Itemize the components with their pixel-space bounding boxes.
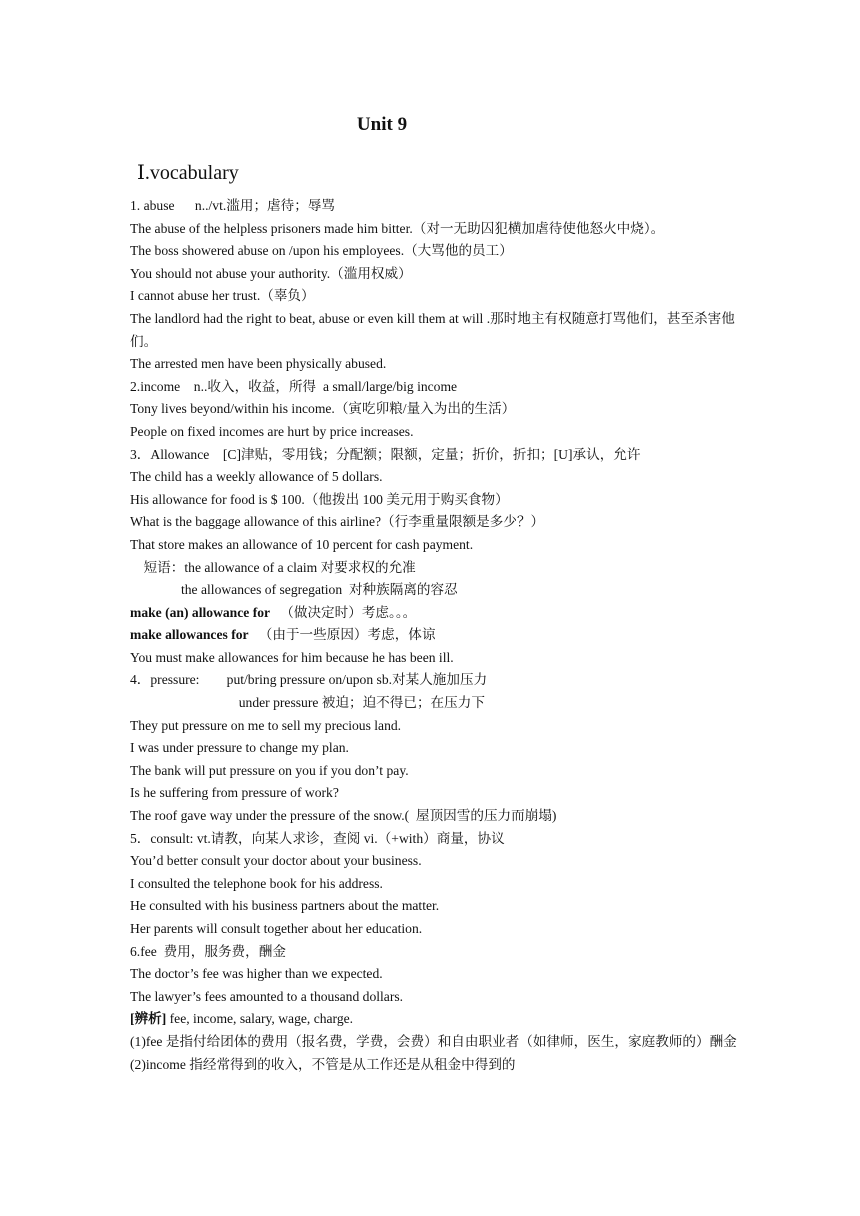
text-line: The doctor’s fee was higher than we expected.: [130, 966, 383, 982]
text-line: People on fixed incomes are hurt by price increases.: [130, 423, 414, 439]
text-line: (2)income 指经常得到的收入，不管是从工作还是从租金中得到的: [130, 1056, 516, 1072]
text-line: The boss showered abuse on /upon his employees.（大骂他的员工）: [130, 243, 513, 259]
text-line: The bank will put pressure on you if you don’t pay.: [130, 762, 409, 778]
text-line: He consulted with his business partners about the matter.: [130, 898, 440, 914]
text-line: They put pressure on me to sell my precious land.: [130, 717, 402, 733]
document-body: [130, 195, 740, 1076]
text-line: 6.fee 费用，服务费，酬金: [130, 943, 286, 959]
bold-label: [辨析]: [130, 1011, 167, 1027]
text-line: Her parents will consult together about her education.: [130, 921, 423, 936]
text-line: The arrested men have been physically abused.: [130, 356, 387, 372]
text-line: [130, 1008, 740, 1031]
phrase-meaning: （做决定时）考虑。。。: [270, 604, 417, 620]
text-line: The abuse of the helpless prisoners made him bitter.（对一无助囚犯横加虐待使他怒火中烧）。: [130, 220, 665, 236]
text-paragraph: (1)fee 是指付给团体的费用（报名费，学费，会费）和自由职业者（如律师，医生，家庭教师的）酬金: [130, 1033, 737, 1049]
text-line: [130, 624, 740, 647]
text-line: 5．consult: vt.请教，向某人求诊，查阅 vi.（+with）商量，协议: [130, 830, 505, 846]
text-line: Is he suffering from pressure of work?: [130, 785, 339, 801]
label-content: fee, income, salary, wage, charge.: [166, 1011, 354, 1027]
page-title: Unit 9: [356, 114, 408, 135]
text-line: His allowance for food is $ 100.（他拨出 100 美元用于购买食物）: [130, 491, 509, 507]
text-line: You must make allowances for him because he has been ill.: [130, 649, 454, 665]
text-line: The lawyer’s fees amounted to a thousand dollars.: [130, 988, 404, 1004]
text-line: 4．pressure: put/bring pressure on/upon sb.对某人施加压力: [130, 672, 488, 688]
text-line: under pressure 被迫；迫不得已；在压力下: [130, 695, 485, 711]
text-line: [130, 602, 740, 625]
text-line: That store makes an allowance of 10 percent for cash payment.: [130, 536, 474, 552]
text-line: What is the baggage allowance of this airline?（行李重量限额是多少？）: [130, 514, 545, 530]
text-line: the allowances of segregation 对种族隔离的容忍: [130, 582, 458, 598]
text-line: I cannot abuse her trust.（辜负）: [130, 288, 315, 304]
phrase-meaning: （由于一些原因）考虑，体谅: [248, 627, 436, 643]
text-line: You should not abuse your authority.（滥用权威）: [130, 265, 412, 281]
text-line: 短语：the allowance of a claim 对要求权的允准: [130, 559, 416, 575]
text-line: I consulted the telephone book for his address.: [130, 875, 383, 891]
bold-phrase: make (an) allowance for: [130, 604, 271, 620]
text-line: The roof gave way under the pressure of the snow.( 屋顶因雪的压力而崩塌): [130, 808, 557, 824]
text-line: Tony lives beyond/within his income.（寅吃卯粮/量入为出的生活）: [130, 401, 516, 417]
text-paragraph: The landlord had the right to beat, abuse or even kill them at will .那时地主有权随意打骂他们，甚至杀害他们。: [130, 310, 735, 349]
text-line: 2.income n..收入，收益，所得 a small/large/big income: [130, 378, 458, 394]
text-line: You’d better consult your doctor about your business.: [130, 853, 422, 869]
text-line: I was under pressure to change my plan.: [130, 740, 349, 756]
text-line: 1. abuse n../vt.滥用；虐待；辱骂: [130, 198, 336, 213]
bold-phrase: make allowances for: [130, 627, 249, 643]
section-heading: Ⅰ.vocabulary: [137, 162, 239, 184]
text-line: 3．Allowance [C]津贴，零用钱；分配额；限额，定量；折价，折扣；[U]承认，允许: [130, 446, 641, 462]
text-line: The child has a weekly allowance of 5 dollars.: [130, 469, 383, 485]
